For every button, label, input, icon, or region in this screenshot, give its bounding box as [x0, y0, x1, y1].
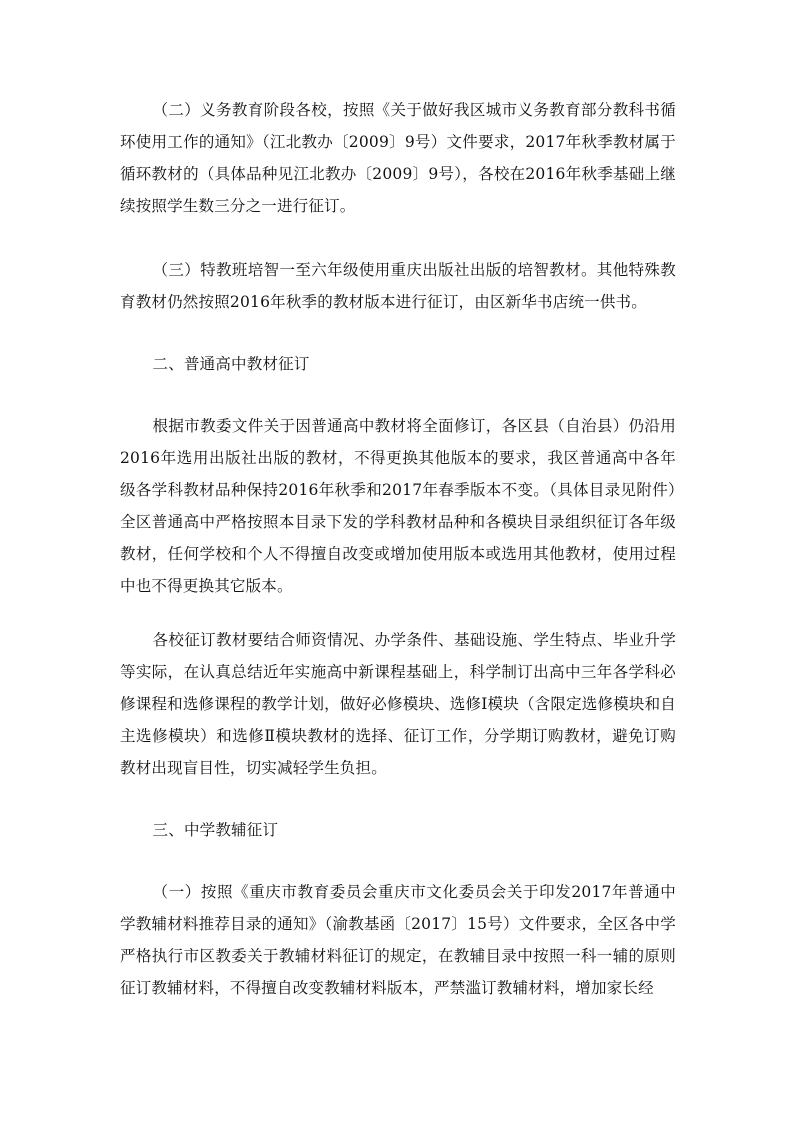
paragraph-high-school-policy: 根据市教委文件关于因普通高中教材将全面修订，各区县（自治县）仍沿用2016年选用出版社出版的教材，不得更换其他版本的要求，我区普通高中各年级各学科教材品种保持2016年秋季和2017年春季版本不变。（具体目录见附件）全区普通高中严格按照本目录下发的学科教材品种和各模块目录组织征订各年级教材，任何学校和个人不得擅自改变或增加使用版本或选用其他教材，使用过程中也不得更换其它版本。 — [120, 417, 676, 595]
paragraph-supplementary-materials: （一）按照《重庆市教育委员会重庆市文化委员会关于印发2017年普通中学教辅材料推荐目录的通知》（渝教基函〔2017〕15号）文件要求，全区各中学严格执行市区教委关于教辅材料征订的规定，在教辅目录中按照一科一辅的原则征订教辅材料，不得擅自改变教辅材料版本，严禁滥订教辅材料，增加家长经 — [120, 883, 676, 997]
paragraph-compulsory-education: （二）义务教育阶段各校，按照《关于做好我区城市义务教育部分教科书循环使用工作的通知》（江北教办〔2009〕9号）文件要求，2017年秋季教材属于循环教材的（具体品种见江北教办〔2009〕9号），各校在2016年秋季基础上继续按照学生数三分之一进行征订。 — [120, 101, 676, 215]
heading-middle-school-supplementary: 三、中学教辅征订 — [152, 821, 279, 839]
heading-high-school-textbooks: 二、普通高中教材征订 — [152, 355, 310, 373]
paragraph-ordering-guidance: 各校征订教材要结合师资情况、办学条件、基础设施、学生特点、毕业升学等实际，在认真总结近年实施高中新课程基础上，科学制订出高中三年各学科必修课程和选修课程的教学计划，做好必修模块、选修Ⅰ模块（含限定选修模块和自主选修模块）和选修Ⅱ模块教材的选择、征订工作，分学期订购教材，避免订购教材出现盲目性，切实减轻学生负担。 — [120, 631, 676, 777]
paragraph-special-education: （三）特教班培智一至六年级使用重庆出版社出版的培智教材。其他特殊教育教材仍然按照2016年秋季的教材版本进行征订，由区新华书店统一供书。 — [120, 261, 676, 311]
